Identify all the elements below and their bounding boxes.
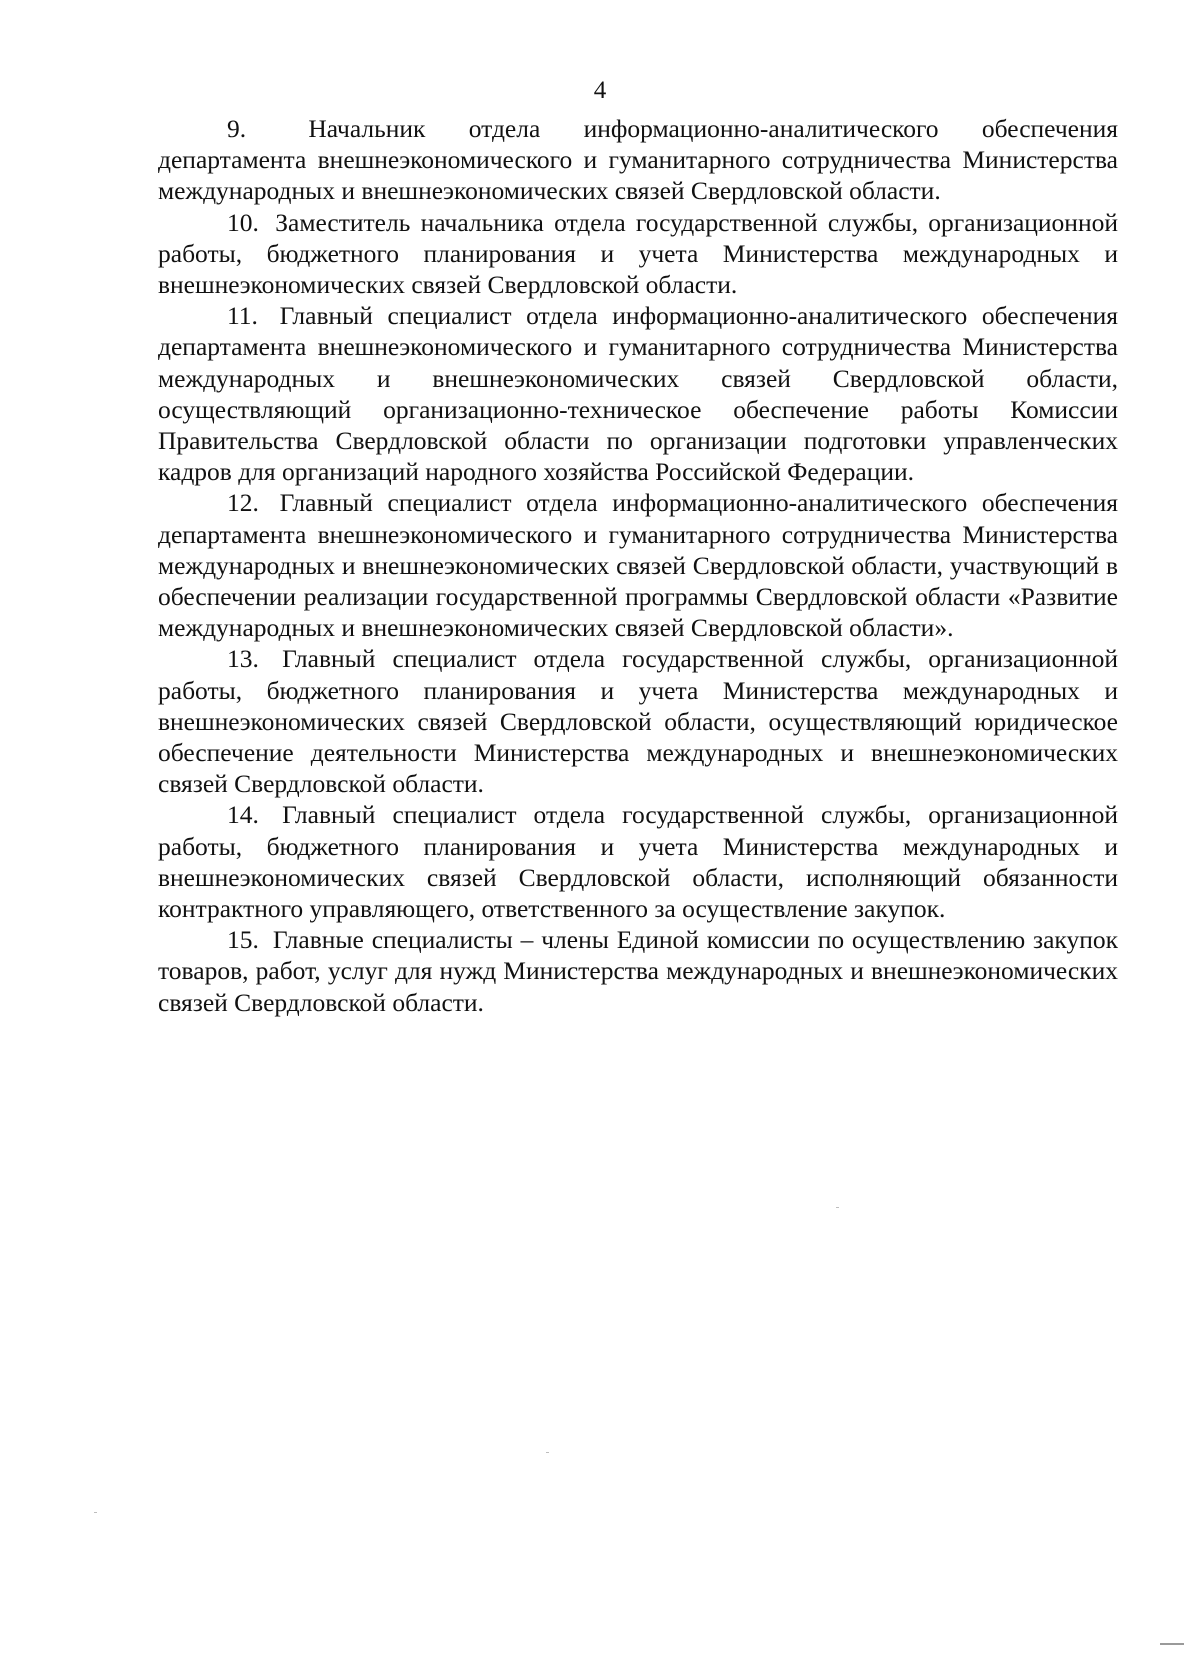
item-number: 12. [227,488,259,518]
document-body [158,113,1118,1018]
list-item-14 [158,799,1118,924]
scan-edge-mark [1160,1643,1184,1645]
list-item-9 [158,113,1118,207]
item-number: 14. [227,800,259,830]
item-text: Главный специалист отдела информационно-аналитического обеспечения департамента внешнеэкономического и гуманитарного сотрудничества Министерства международных и внешнеэкономических связей Свердловской области, осуществляющий организационно-техническое обеспечение работы Комиссии Правительства Свердловской области по организации подготовки управленческих кадров для организаций народного хозяйства Российской Федерации. [158,301,1119,487]
item-number: 13. [227,644,259,674]
list-item-13 [158,643,1118,799]
item-number: 10. [227,207,259,237]
scan-speck [836,1207,839,1208]
item-number: 15. [227,925,259,955]
item-text: Главный специалист отдела государственной службы, организационной работы, бюджетного планирования и учета Министерства международных и внешнеэкономических связей Свердловской области, осуществляющий юридическое обеспечение деятельности Министерства международных и внешнеэкономических связей Свердловской области. [158,644,1119,799]
item-text: Главные специалисты – члены Единой комиссии по осуществлению закупок товаров, работ, услуг для нужд Министерства международных и внешнеэкономических связей Свердловской области. [158,925,1118,1017]
scan-speck [546,1452,549,1453]
item-text: Главный специалист отдела информационно-аналитического обеспечения департамента внешнеэкономического и гуманитарного сотрудничества Министерства международных и внешнеэкономических связей Свердловской области, участвующий в обеспечении реализации государственной программы Свердловской области «Развитие международных и внешнеэкономических связей Свердловской области». [158,488,1119,643]
item-number: 9. [227,114,247,143]
item-number: 11. [227,301,258,331]
list-item-10 [158,207,1118,301]
list-item-11 [158,300,1118,487]
list-item-15 [158,924,1118,1018]
item-text: Заместитель начальника отдела государственной службы, организационной работы, бюджетного планирования и учета Министерства международных и внешнеэкономических связей Свердловской области. [158,207,1118,300]
item-text: Начальник отдела информационно-аналитического обеспечения департамента внешнеэкономического и гуманитарного сотрудничества Министерства международных и внешнеэкономических связей Свердловской области. [158,114,1119,206]
scan-speck [94,1512,97,1513]
item-text: Главный специалист отдела государственной службы, организационной работы, бюджетного планирования и учета Министерства международных и внешнеэкономических связей Свердловской области, исполняющий обязанности контрактного управляющего, ответственного за осуществление закупок. [158,800,1119,924]
page-number: 4 [593,77,607,104]
list-item-12 [158,487,1118,643]
